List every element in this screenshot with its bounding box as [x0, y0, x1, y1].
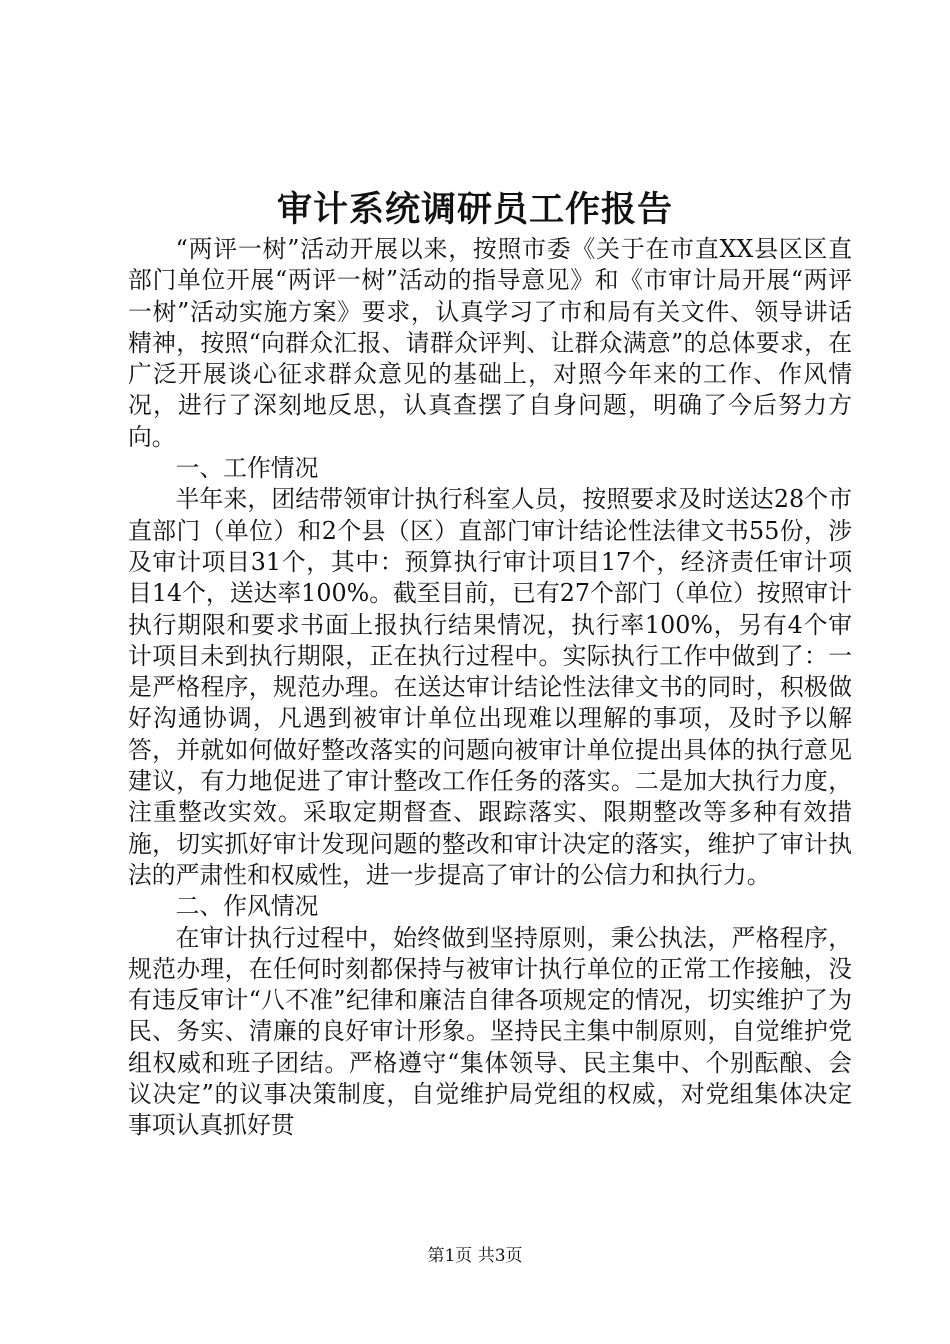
section-heading-work: 一、工作情况 — [175, 454, 319, 483]
intro-paragraph: “两评一树”活动开展以来，按照市委《关于在市直XX县区区直部门单位开展“两评一树”活动的指导意见》和《市审计局开展“两评一树”活动实施方案》要求，认真学习了市和局有关文件、领导讲话精神，按照“向群众汇报、请群众评判、让群众满意”的总体要求，在广泛开展谈心征求群众意见的基础上，对照今年来的工作、作风情况，进行了深刻地反思，认真查摆了自身问题，明确了今后努力方向。 — [128, 235, 852, 451]
page-number-footer: 第1页 共3页 — [427, 1246, 523, 1266]
work-paragraph: 半年来，团结带领审计执行科室人员，按照要求及时送达28个市直部门（单位）和2个县（区）直部门审计结论性法律文书55份，涉及审计项目31个，其中：预算执行审计项目17个，经济责任审计项目14个，送达率100%。截至目前，已有27个部门（单位）按照审计执行期限和要求书面上报执行结果情况，执行率100%，另有4个审计项目未到执行期限，正在执行过程中。实际执行工作中做到了：一是严格程序，规范办理。在送达审计结论性法律文书的同时，积极做好沟通协调，凡遇到被审计单位出现难以理解的事项，及时予以解答，并就如何做好整改落实的问题向被审计单位提出具体的执行意见建议，有力地促进了审计整改工作任务的落实。二是加大执行力度，注重整改实效。采取定期督查、跟踪落实、限期整改等多种有效措施，切实抓好审计发现问题的整改和审计决定的落实，维护了审计执法的严肃性和权威性，进一步提高了审计的公信力和执行力。 — [128, 485, 852, 889]
document-body — [128, 234, 852, 1142]
style-paragraph: 在审计执行过程中，始终做到坚持原则，秉公执法，严格程序，规范办理，在任何时刻都保持与被审计执行单位的正常工作接触，没有违反审计“八不准”纪律和廉洁自律各项规定的情况，切实维护了为民、务实、清廉的良好审计形象。坚持民主集中制原则，自觉维护党组权威和班子团结。严格遵守“集体领导、民主集中、个别酝酿、会议决定”的议事决策制度，自觉维护局党组的权威，对党组集体决定事项认真抓好贯 — [128, 923, 852, 1140]
document-title: 审计系统调研员工作报告 — [276, 189, 673, 230]
section-heading-style: 二、作风情况 — [175, 892, 319, 921]
